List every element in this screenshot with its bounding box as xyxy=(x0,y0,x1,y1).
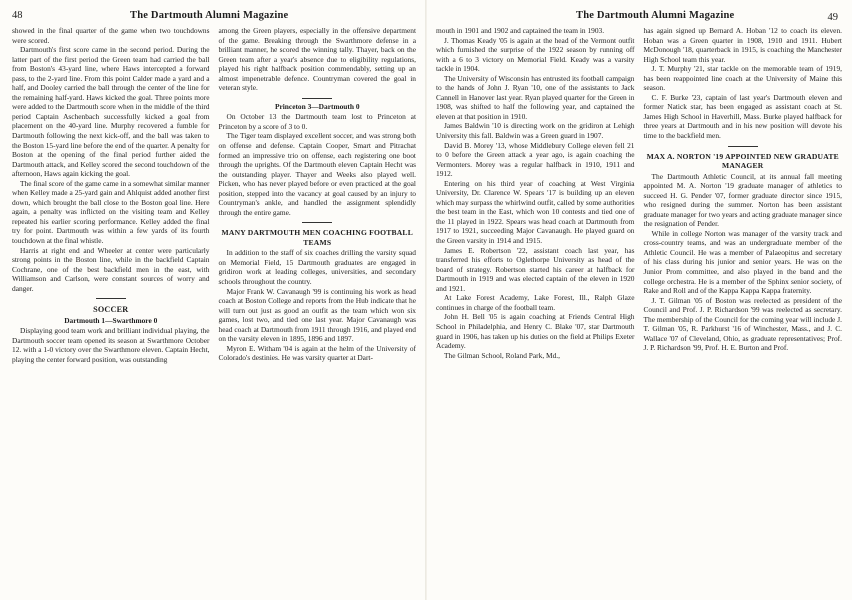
left-page-number: 48 xyxy=(12,10,23,21)
left-column-2 xyxy=(219,26,417,365)
paragraph: The Dartmouth Athletic Council, at its annual fall meeting appointed M. A. Norton '19 graduate manager of athletics to succeed H. G. Pender '07, former graduate director since 1915, who resigned during the summer. Norton has been assistant graduate manager for two years and acting graduate manager since the resignation of Pender. xyxy=(643,171,842,229)
section-divider xyxy=(96,298,126,299)
left-running-title: The Dartmouth Alumni Magazine xyxy=(130,10,289,21)
coaches-heading: MANY DARTMOUTH MEN COACHING FOOTBALL TEAMS xyxy=(221,228,413,247)
paragraph: James Baldwin '10 is directing work on the gridiron at Lehigh University this fall. Baldwin was a Green guard in 1907. xyxy=(436,121,635,141)
paragraph: The final score of the game came in a somewhat similar manner when Kelley made a 25-yard gain and Ahlquist added another first down, which brought the ball close to the Boston goal line. Here again, a penalty was inflicted on the visiting team and Kelley repeated his earlier scoring performance. Kelley added the final try for point. Dartmouth was within a few yards of its fourth touchdown at the final whistle. xyxy=(12,178,210,246)
paragraph: The University of Wisconsin has entrusted its football campaign to the hands of John J. Ryan '10, one of the assistants to Jack Cannell in Hanover last year. Ryan played quarter for the Green in 1908, was shifted to half the following year, and captained the eleven at that position in 1910. xyxy=(436,73,635,121)
paragraph: David B. Morey '13, whose Middlebury College eleven fell 21 to 0 before the Green attack a year ago, is again coaching the Vermonters. Morey was a regular halfback in 1910, 1911 and 1912. xyxy=(436,140,635,179)
right-column-2 xyxy=(644,26,843,360)
soccer-heading: SOCCER xyxy=(93,305,129,315)
paragraph: Entering on his third year of coaching at West Virginia University, Dr. Clarence W. Spears '17 is building up an eleven which may surpass the whirlwind outfit, called by some authorities the best team in the East, which won 10 contests and tied one of the 11 played in 1922. Spears was head coach at Dartmouth from 1917 to 1921, succeeding Major Cavanaugh. He played guard on the Green varsity in 1914 and 1915. xyxy=(436,178,635,246)
paragraph: Displaying good team work and brilliant individual playing, the Dartmouth soccer team opened its season at Swarthmore October 12. with a 1-0 victory over the Swarthmore eleven. Captain Hecht, playing the center forward position, was outstanding xyxy=(12,326,210,364)
right-columns xyxy=(436,26,842,360)
right-running-title: The Dartmouth Alumni Magazine xyxy=(576,10,735,21)
paragraph: The Gilman School, Roland Park, Md., xyxy=(444,350,560,360)
norton-heading: MAX A. NORTON '19 APPOINTED NEW GRADUATE MANAGER xyxy=(646,151,839,171)
paragraph: C. F. Burke '23, captain of last year's Dartmouth eleven and former Natick star, has been engaged as assistant coach at St. James High School in Haverhill, Mass. Burke played halfback for three years at Dartmouth and in his new position will devote his time to the backfield men. xyxy=(643,92,842,141)
section-divider xyxy=(302,98,332,99)
paragraph: showed in the final quarter of the game when two touchdowns were scored. xyxy=(12,26,210,45)
soccer-subheading: Dartmouth 1—Swarthmore 0 xyxy=(64,315,158,325)
paragraph: The Tiger team displayed excellent soccer, and was strong both on offense and defense. Captain Cooper, Smart and Pitrachat formed an impressive trio on offense, each registering one boot through the uprights. Of the Dartmouth eleven Captain Hecht was the outstanding player. Thayer and Weeks also played well. Picken, who has never played before or even practiced at the goal position, stepped into the vacancy at goal caused by an injury to Countryman's ankle, and handled the assignment splendidly through the entire game. xyxy=(218,131,416,217)
right-page-number: 49 xyxy=(827,12,838,23)
right-page xyxy=(426,0,852,600)
princeton-subheading: Princeton 3—Dartmouth 0 xyxy=(274,101,360,111)
paragraph: At Lake Forest Academy, Lake Forest, Ill., Ralph Glaze continues in charge of the football team. xyxy=(436,293,635,312)
paragraph: Myron E. Witham '04 is again at the helm of the University of Colorado's destinies. He was varsity quarter at Dart- xyxy=(218,343,416,363)
section-divider xyxy=(302,222,332,223)
section-divider xyxy=(728,146,758,147)
paragraph: among the Green players, especially in the offensive department of the game. Breaking through the Swarthmore defense in a brilliant manner, he scored the winning tally. Thayer, back on the Green team after a year's absence due to eligibility regulations, played his right halfback position commendably, setting up an almost impenetrable defence. Countryman covered the goal in veteran style. xyxy=(218,26,416,93)
paragraph: James E. Robertson '22, assistant coach last year, has transferred his efforts to Oglethorpe University as head of the board of strategy. Robertson started his career at halfback for Dartmouth in 1919 and was elected captain of the eleven in 1920 and 1921. xyxy=(436,245,635,293)
left-columns xyxy=(12,26,416,365)
paragraph: mouth in 1901 and 1902 and captained the team in 1903. xyxy=(436,26,605,35)
paragraph: Dartmouth's first score came in the second period. During the latter part of the first period the Green team had carried the ball from Boston's 43-yard line, where Haws intercepted a forward pass, to the 2-yard line. From this point Calder made a yard and a half, and Dooley carried the ball through the center of the line for the remaining half-yard. Haws kicked the goal. Three points more were added to the Dartmouth score when in the middle of the third period Captain Aschenbach successfully kicked a goal from placement on the 40-yard line. Murphy recovered a fumble for Dartmouth following the next kick-off, and the ball was taken to the Boston 15-yard line before the end of the quarter. A penalty for Boston at the opening of the final period further aided the Dartmouth attack, and Kelley scored the second touchdown of the afternoon, Haws again kicking the goal. xyxy=(12,45,210,179)
paragraph: Major Frank W. Cavanaugh '99 is continuing his work as head coach at Boston College and reports from the Hub indicate that he will turn out just as good an outfit as the team which won six games, lost two, and tied one last year. Major Cavanaugh was head coach at Dartmouth from 1911 through 1916, and played end on the varsity eleven in 1895, 1896 and 1897. xyxy=(218,286,416,344)
paragraph: J. Thomas Keady '05 is again at the head of the Vermont outfit which furnished the surprise of the 1922 season by running off with a 6 to 3 victory on Memorial Field. Keady was a varsity tackle in 1904. xyxy=(436,35,635,74)
paragraph: On October 13 the Dartmouth team lost to Princeton at Princeton by a score of 3 to 0. xyxy=(218,112,416,131)
paragraph: has again signed up Bernard A. Hoban '12 to coach its eleven. Hoban was a Green quarter in 1908, 1910 and 1911. Hubert McDonough '18, quarterback in 1915, is coaching the Manchester High School team this year. xyxy=(643,26,842,64)
right-column-1 xyxy=(436,26,635,360)
paragraph: Harris at right end and Wheeler at center were particularly strong points in the Boston line, while in the backfield Captain Cochrane, one of the best backfield men in the east, with Williamson and Carlson, were constant sources of worry and danger. xyxy=(12,245,210,293)
paragraph: J. T. Gilman '05 of Boston was reelected as president of the Council and Prof. J. P. Richardson '99 was reelected as secretary. The membership of the Council for the coming year will include J. T. Gilman '05, R. Parkhurst '16 of Winchester, Mass., and J. C. Wallace '07 of Cleveland, Ohio, as graduate representatives; Prof. J. P. Richardson '99, Prof. H. E. Burton and Prof. xyxy=(643,295,842,353)
left-column-1 xyxy=(12,26,210,365)
right-running-head xyxy=(436,8,842,24)
paragraph: In addition to the staff of six coaches drilling the varsity squad on Memorial Field, 15 Dartmouth graduates are engaged in gridiron work at leading colleges, universities, and secondary schools throughout the country. xyxy=(218,248,416,286)
paragraph: J. T. Murphy '21, star tackle on the memorable team of 1919, has been reappointed line coach at the University of Maine this season. xyxy=(643,64,842,93)
paragraph: While in college Norton was manager of the varsity track and cross-country teams, and was an undergraduate member of the Athletic Council. He was a member of Palaeopitus and secretary of his class during his junior and senior years. He was on the Junior Prom committee, and also played in the band and the college orchestra. He is a member of the Sphinx senior society, of Rake and Roll and of the Kappa Kappa Kappa fraternity. xyxy=(643,228,842,296)
paragraph: John H. Bell '05 is again coaching at Friends Central High School in Philadelphia, and Henry C. Blake '07, star Dartmouth guard in 1906, has taken up his duties on the field at Philips Exeter Academy. xyxy=(436,312,635,351)
left-running-head xyxy=(12,8,416,24)
